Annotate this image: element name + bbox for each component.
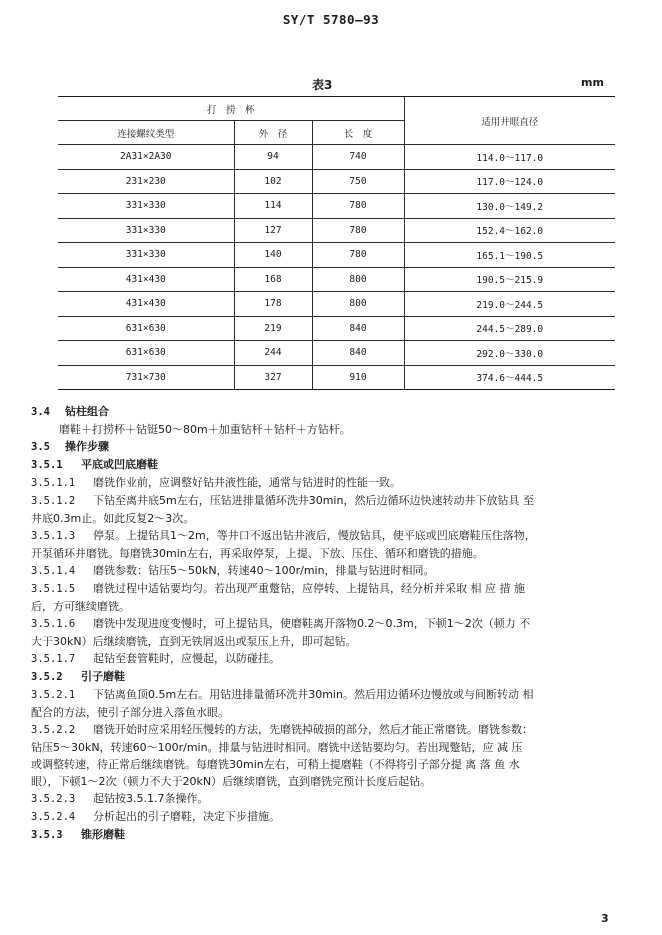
cell-thread: 431×430 xyxy=(58,267,234,292)
cell-od: 140 xyxy=(234,243,312,268)
cell-well: 244.5～289.0 xyxy=(404,316,615,341)
cell-od: 244 xyxy=(234,341,312,366)
cell-od: 127 xyxy=(234,218,312,243)
section-heading: 3.5.1 平底或凹底磨鞋 xyxy=(31,458,158,471)
cell-od: 94 xyxy=(234,145,312,170)
header-fishing-cup: 打 捞 杯 xyxy=(58,97,404,121)
paragraph-continuation: 或调整转速，待正常后继续磨铣。每磨铣30min左右，可稍上提磨鞋（不得将引子部分提 离 落 鱼 水 xyxy=(31,758,520,771)
table-row xyxy=(58,218,615,243)
cell-thread: 431×430 xyxy=(58,292,234,317)
paragraph-continuation: 井底0.3m止。如此反复2～3次。 xyxy=(31,512,195,525)
table-row xyxy=(58,365,615,390)
standard-code-header: SY/T 5780—93 xyxy=(282,12,380,27)
table-unit: mm xyxy=(581,76,604,89)
cell-well: 117.0～124.0 xyxy=(404,169,615,194)
table-row xyxy=(58,341,615,366)
paragraph: 3.5.2.2 磨铣开始时应采用轻压慢转的方法，先磨铣掉破损的部分，然后才能正常磨铣。磨铣参数： xyxy=(31,723,533,736)
section-heading: 3.5 操作步骤 xyxy=(31,440,109,453)
cell-well: 165.1～190.5 xyxy=(404,243,615,268)
cell-thread: 631×630 xyxy=(58,341,234,366)
cell-well: 292.0～330.0 xyxy=(404,341,615,366)
cell-thread: 2A31×2A30 xyxy=(58,145,234,170)
paragraph: 3.5.2.1 下钻离鱼顶0.5m左右。用钻进排量循环洗井30min。然后用边循环边慢放或与间断转动 相 xyxy=(31,688,534,701)
paragraph: 3.5.2.3 起钻按3.5.1.7条操作。 xyxy=(31,792,209,805)
paragraph-continuation: 钻压5～30kN，转速60～100r/min。排量与钻进时相同。磨铣中送钻要均匀。若出现蹩钻，应 减 压 xyxy=(31,741,523,754)
cell-length: 800 xyxy=(312,267,404,292)
paragraph: 3.5.1.5 磨铣过程中适钻要均匀。若出现严重蹩钻，应停转、上提钻具，经分析并采取 相 应 措 施 xyxy=(31,582,525,595)
cell-length: 840 xyxy=(312,341,404,366)
table-row xyxy=(58,145,615,170)
cell-length: 740 xyxy=(312,145,404,170)
cell-well: 219.0～244.5 xyxy=(404,292,615,317)
cell-length: 780 xyxy=(312,194,404,219)
paragraph-continuation: 大于30kN）后继续磨铣，直到无铁屑返出或泵压上升，即可起钻。 xyxy=(31,635,357,648)
cell-well: 114.0～117.0 xyxy=(404,145,615,170)
paragraph: 3.5.1.6 磨铣中发现进度变慢时，可上提钻具，使磨鞋离开落物0.2～0.3m，下顿1～2次（顿力 不 xyxy=(31,617,531,630)
paragraph: 3.5.1.7 起钻至套管鞋时，应慢起，以防碰挂。 xyxy=(31,652,280,665)
paragraph: 3.5.1.2 下钻至离井底5m左右，压钻进排量循环洗井30min，然后边循环边快速转动井下放钻具 至 xyxy=(31,494,534,507)
page-number: 3 xyxy=(601,912,609,925)
cell-thread: 331×330 xyxy=(58,243,234,268)
paragraph-continuation: 后，方可继续磨铣。 xyxy=(31,600,130,613)
body-text xyxy=(31,403,631,844)
cell-length: 780 xyxy=(312,243,404,268)
header-outer-diameter: 外 径 xyxy=(234,121,312,145)
cell-thread: 231×230 xyxy=(58,169,234,194)
paragraph: 磨鞋＋打捞杯＋钻铤50～80m＋加重钻杆＋钻杆＋方钻杆。 xyxy=(59,423,351,436)
cell-length: 840 xyxy=(312,316,404,341)
section-heading: 3.5.3 锥形磨鞋 xyxy=(31,828,125,841)
paragraph-continuation: 配合的方法，使引子部分进入落鱼水眼。 xyxy=(31,706,229,719)
paragraph: 3.5.2.4 分析起出的引子磨鞋，决定下步措施。 xyxy=(31,810,280,823)
section-heading: 3.4 钻柱组合 xyxy=(31,405,109,418)
cell-od: 327 xyxy=(234,365,312,390)
cell-length: 910 xyxy=(312,365,404,390)
cell-well: 190.5～215.9 xyxy=(404,267,615,292)
table-caption: 表3 xyxy=(312,78,333,92)
cell-od: 219 xyxy=(234,316,312,341)
cell-length: 750 xyxy=(312,169,404,194)
header-well-diameter: 适用井眼直径 xyxy=(404,97,615,145)
table-row xyxy=(58,316,615,341)
table-row xyxy=(58,243,615,268)
header-length: 长 度 xyxy=(312,121,404,145)
cell-length: 800 xyxy=(312,292,404,317)
paragraph: 3.5.1.4 磨铣参数：钻压5～50kN，转速40～100r/min，排量与钻进时相同。 xyxy=(31,564,435,577)
header-thread-type: 连接螺纹类型 xyxy=(117,128,175,140)
cell-well: 374.6～444.5 xyxy=(404,365,615,390)
fishing-cup-table xyxy=(58,96,615,390)
cell-well: 152.4～162.0 xyxy=(404,218,615,243)
table-row xyxy=(58,267,615,292)
section-heading: 3.5.2 引子磨鞋 xyxy=(31,670,125,683)
paragraph-continuation: 眼），下顿1～2次（顿力不大于20kN）后继续磨铣，直到磨铣完预计长度后起钻。 xyxy=(31,775,432,788)
paragraph: 3.5.1.3 停泵。上提钻具1～2m，等井口不返出钻井液后，慢放钻具，使平底或凹底磨鞋压住落物， xyxy=(31,529,536,542)
cell-length: 780 xyxy=(312,218,404,243)
table-row xyxy=(58,292,615,317)
cell-od: 178 xyxy=(234,292,312,317)
cell-well: 130.0～149.2 xyxy=(404,194,615,219)
cell-thread: 631×630 xyxy=(58,316,234,341)
cell-od: 114 xyxy=(234,194,312,219)
cell-od: 102 xyxy=(234,169,312,194)
paragraph-continuation: 开泵循环并磨铣。每磨铣30min左右，再采取停泵，上提、下放、压住、循环和磨铣的措施。 xyxy=(31,547,484,560)
table-row xyxy=(58,194,615,219)
cell-thread: 731×730 xyxy=(58,365,234,390)
cell-thread: 331×330 xyxy=(58,194,234,219)
cell-od: 168 xyxy=(234,267,312,292)
cell-thread: 331×330 xyxy=(58,218,234,243)
table-row xyxy=(58,169,615,194)
paragraph: 3.5.1.1 磨铣作业前，应调整好钻井液性能，通常与钻进时的性能一致。 xyxy=(31,476,401,489)
